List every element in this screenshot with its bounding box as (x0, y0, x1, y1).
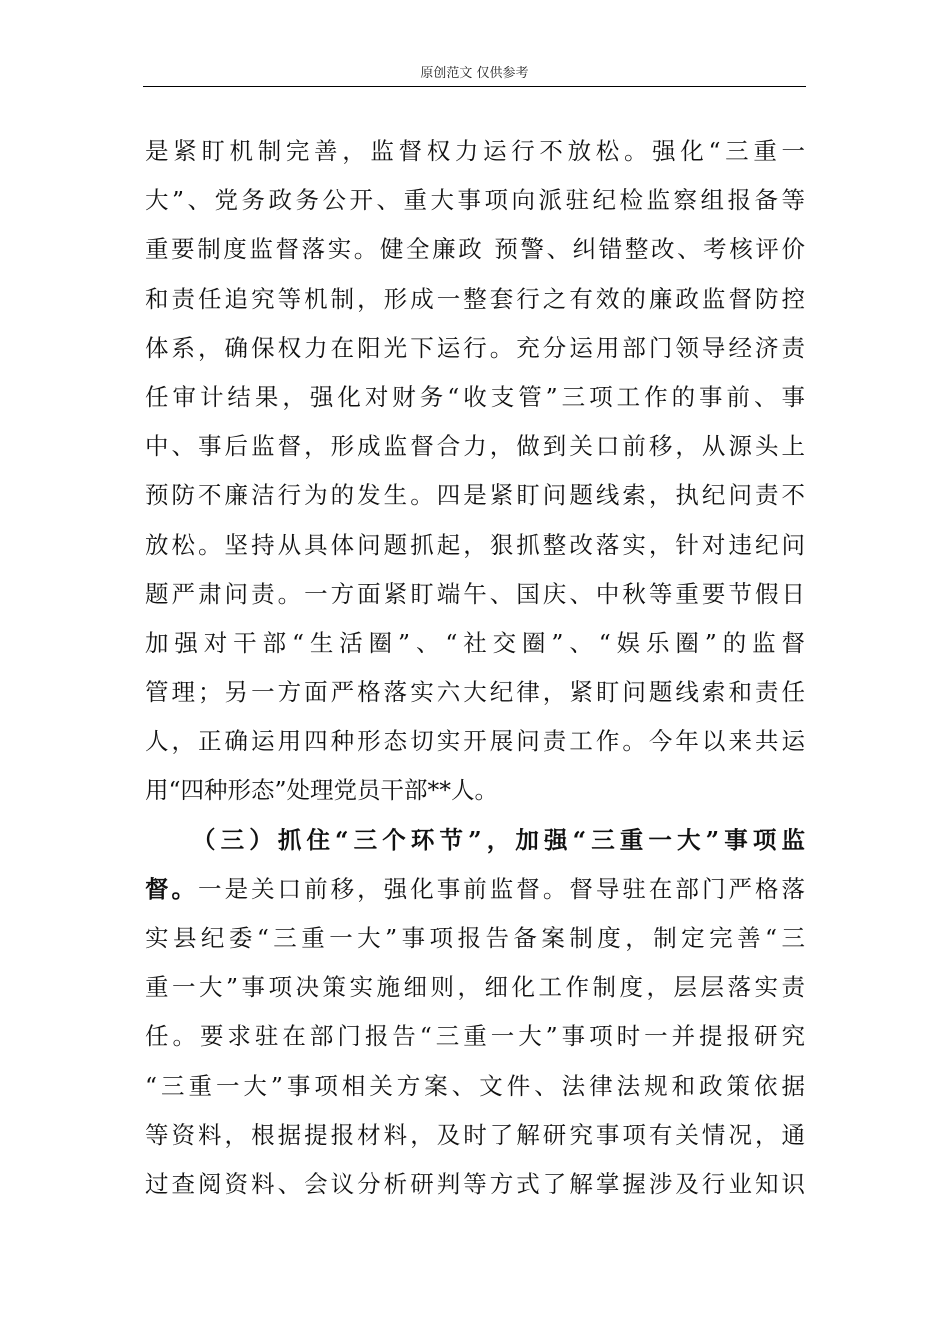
body-line: 加强对干部“生活圈”、“社交圈”、“娱乐圈”的监督 (145, 628, 805, 657)
section-heading-tail: 督。 (145, 874, 199, 903)
body-line: 重要制度监督落实。健全廉政 预警、纠错整改、考核评价 (145, 235, 805, 264)
body-line: “三重一大”事项相关方案、文件、法律法规和政策依据 (145, 1071, 805, 1100)
body-line: 人，正确运用四种形态切实开展问责工作。今年以来共运 (145, 727, 805, 756)
body-line: 题严肃问责。一方面紧盯端午、国庆、中秋等重要节假日 (145, 579, 805, 608)
body-line: 实县纪委“三重一大”事项报告备案制度，制定完善“三 (145, 924, 805, 952)
body-line: 大”、党务政务公开、重大事项向派驻纪检监察组报备等 (145, 186, 805, 215)
body-line-text: 一是关口前移，强化事前监督。督导驻在部门严格落 (198, 874, 806, 903)
header-text: 原创范文 仅供参考 (420, 66, 529, 81)
body-line: 任。要求驻在部门报告“三重一大”事项时一并提报研究 (145, 1022, 805, 1051)
body-line: 重一大”事项决策实施细则，细化工作制度，层层落实责 (145, 973, 805, 1002)
body-line: 过查阅资料、会议分析研判等方式了解掌握涉及行业知识 (145, 1169, 805, 1198)
body-line: 是紧盯机制完善，监督权力运行不放松。强化“三重一 (145, 137, 805, 165)
body-line: 中、事后监督，形成监督合力，做到关口前移，从源头上 (145, 432, 805, 461)
body-line: 预防不廉洁行为的发生。四是紧盯问题线索，执纪问责不 (145, 481, 805, 510)
body-line: 和责任追究等机制，形成一整套行之有效的廉政监督防控 (145, 284, 805, 313)
page-header (143, 64, 806, 87)
body-line: 管理；另一方面严格落实六大纪律，紧盯问题线索和责任 (145, 678, 805, 707)
body-line: 放松。坚持从具体问题抓起，狠抓整改落实，针对违纪问 (145, 530, 805, 559)
section-heading: （三）抓住“三个环节”，加强“三重一大”事项监 (192, 825, 805, 854)
body-line: 用“四种形态”处理党员干部**人。 (145, 776, 499, 805)
document-body (145, 127, 805, 1209)
heading-continuation-line (145, 865, 805, 914)
body-line: 任审计结果，强化对财务“收支管”三项工作的事前、事 (145, 382, 805, 411)
body-line: 等资料，根据提报材料，及时了解研究事项有关情况，通 (145, 1120, 805, 1149)
body-line: 体系，确保权力在阳光下运行。充分运用部门领导经济责 (145, 333, 805, 362)
